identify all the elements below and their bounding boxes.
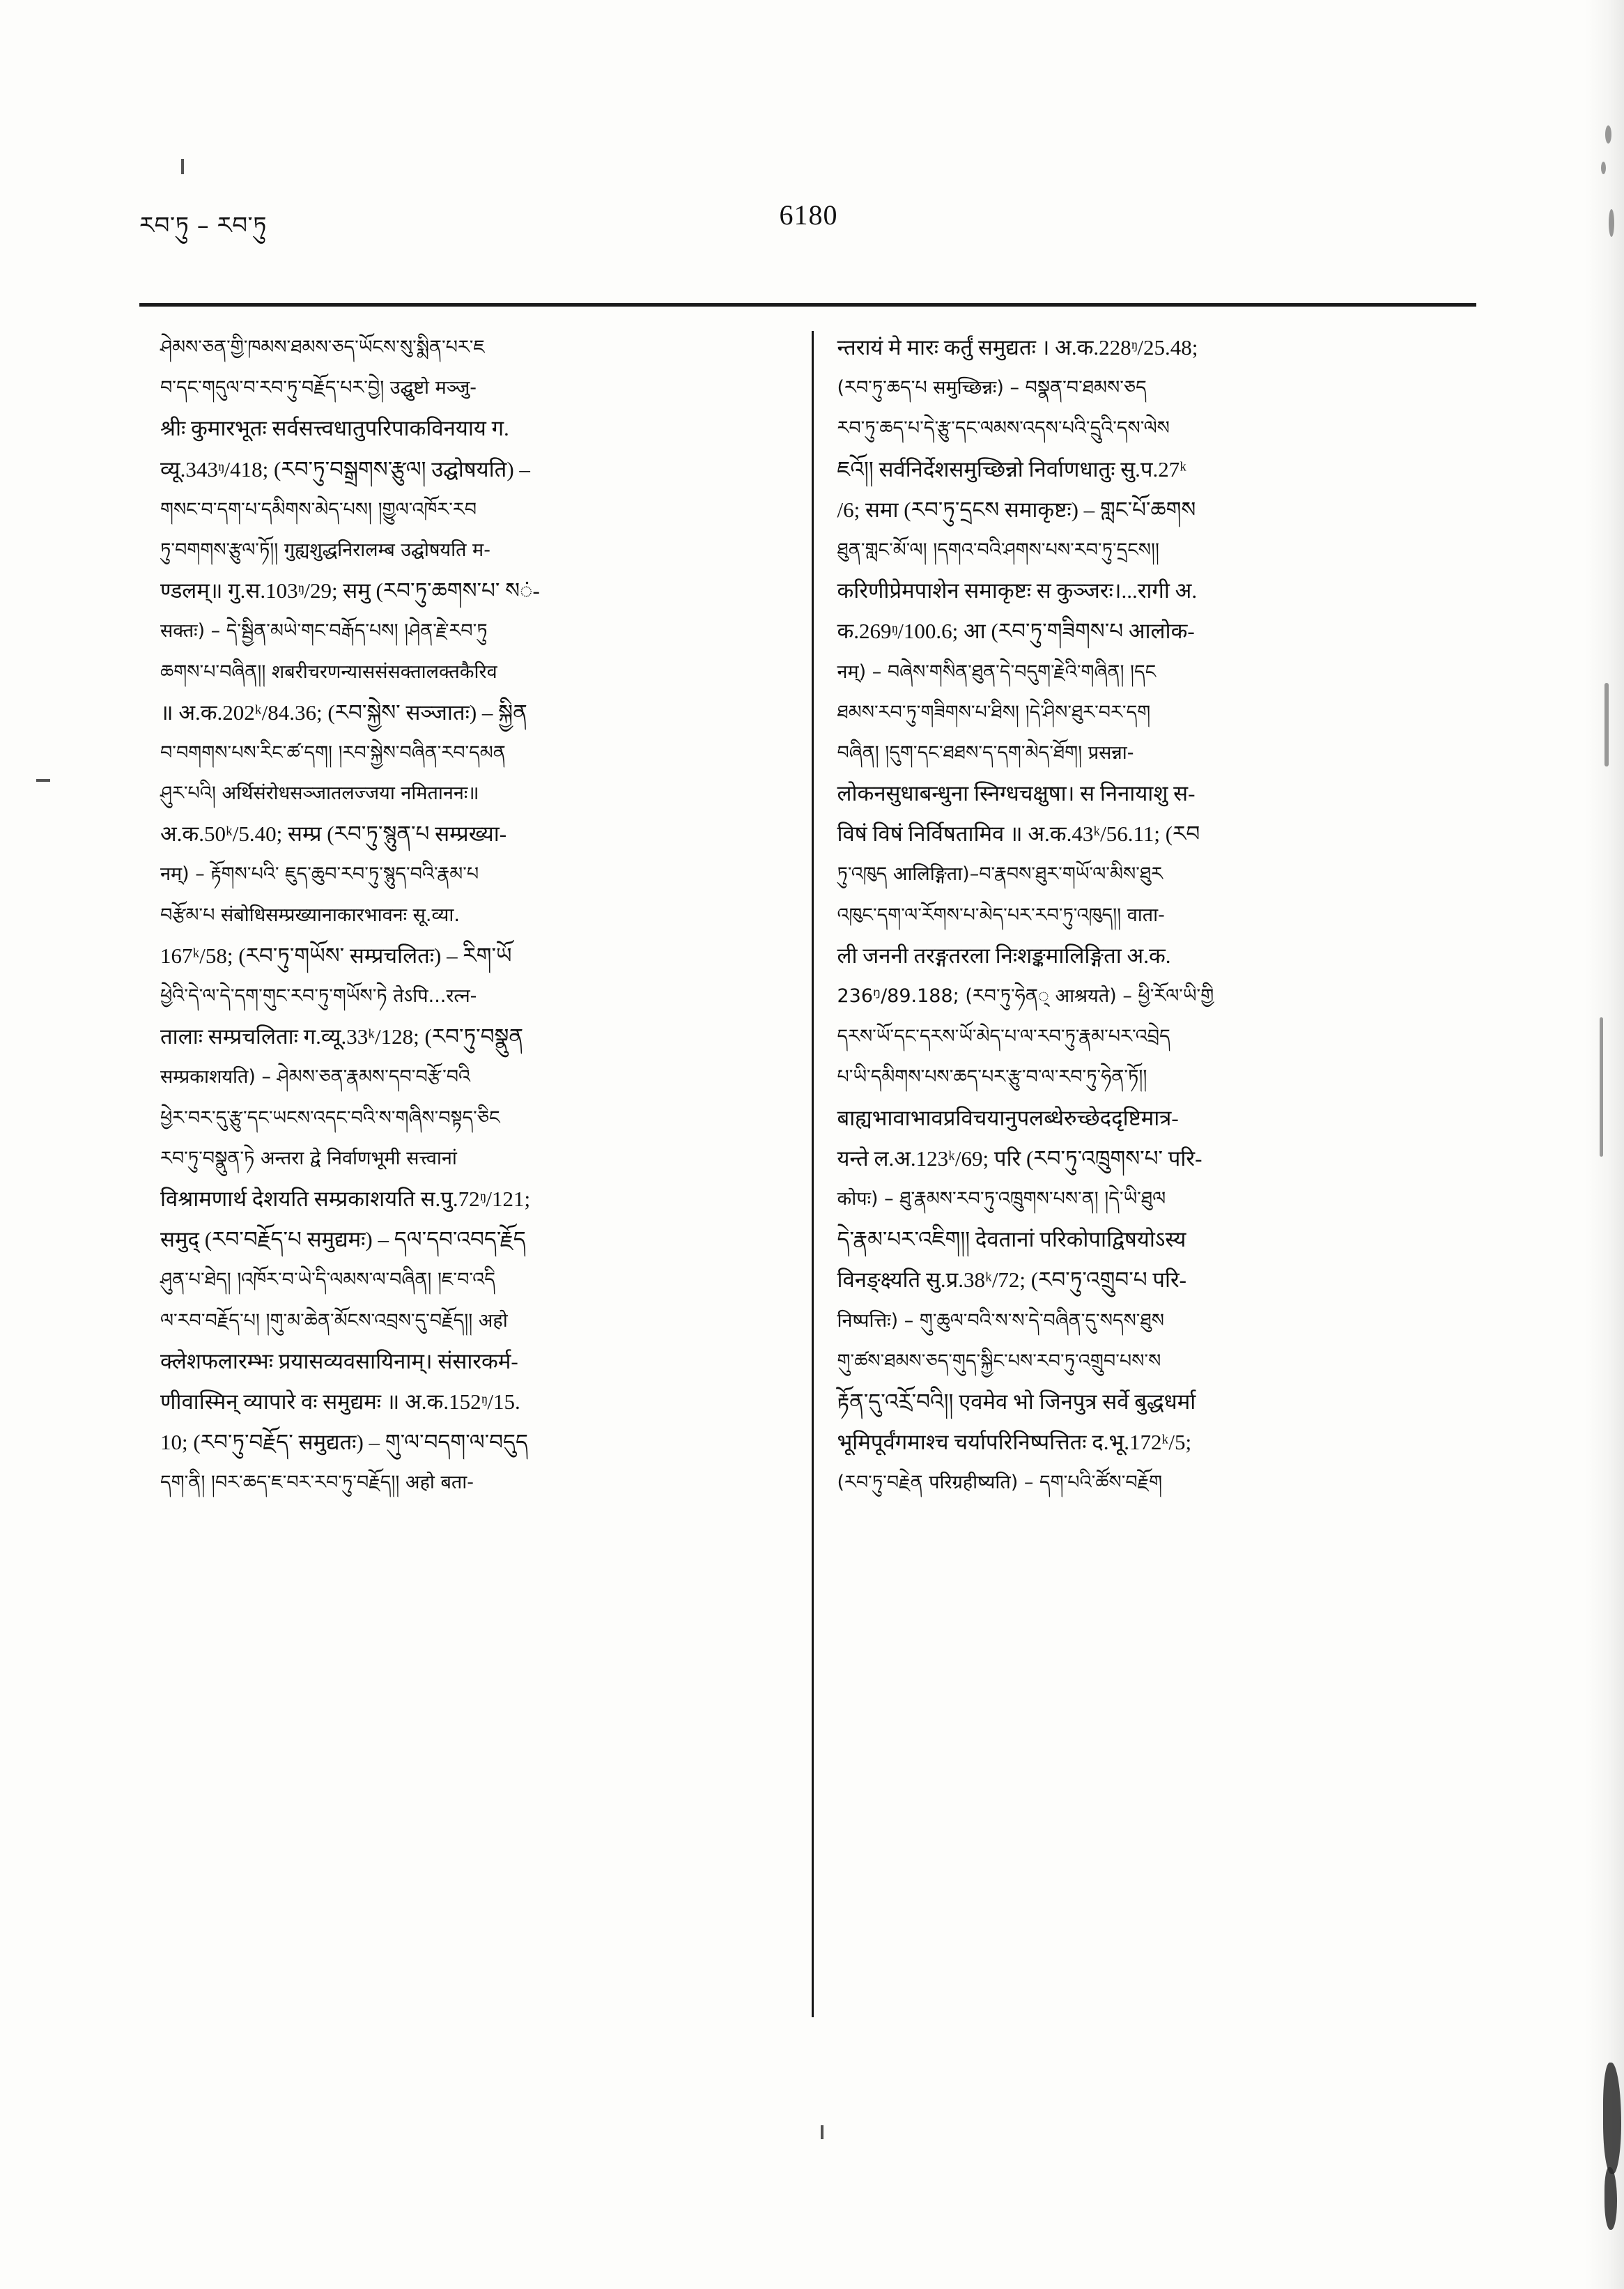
header-rule <box>139 303 1476 307</box>
text-line: འཁུང་དག་ལ་རོགས་པ་མེད་པར་རབ་ཏུ་འཁུད།། वाता- <box>837 904 1165 926</box>
text-line: विश्रामणार्थ देशयति सम्प्रकाशयति स.पु.72ᵑ/121; <box>160 1186 531 1211</box>
text-line: གསང་བ་དག་པ་དམིགས་མེད་པས། །གྱུལ་འཁོར་རབ <box>160 498 477 521</box>
scan-artifact-speckle-4 <box>1604 683 1609 766</box>
text-line: (རབ་ཏུ་བརྗེན परिग्रहीष्यति) – དག་པའི་ཚོས་བརྗོག <box>837 1472 1163 1494</box>
text-line: सम्प्रकाशयति) – ཤེམས་ཅན་རྣམས་དབ་བརྩོ་བའི <box>160 1066 471 1088</box>
text-line: क्लेशफलारम्भः प्रयासव्यवसायिनाम्। संसारकर्म- <box>160 1348 518 1373</box>
text-line: དེ་རྣམ་པར་འཇིག།། देवतानां परिकोपाद्विषयोऽस्य <box>837 1227 1186 1252</box>
scan-artifact-blotch-2 <box>1604 2167 1617 2230</box>
text-line: निष्पत्तिः) – གུ་ཆུལ་བའི་ས་ས་དེ་བཞིན་དུ་སདས་ཐུས <box>837 1309 1164 1332</box>
header-headword-range: རབ་ཏུ – རབ་ཏུ <box>139 212 267 240</box>
text-line: ཏུ་འཁུད आलिङ्गिता)–བ་རྣབས་ཐུར་གཡོ་ལ་མིས་ཐུར <box>837 863 1163 886</box>
text-line: विषं विषं निर्विषतामिव ॥ अ.क.43ᵏ/56.11; (རབ <box>837 822 1200 847</box>
text-line: विनङ्क्ष्यति सु.प्र.38ᵏ/72; (རབ་ཏུ་འགྲུབ་པ परि- <box>837 1267 1186 1293</box>
text-line: ཐུན་གླང་མོ་ལ། །དགའ་བའི་ཤགས་པས་རབ་ཏུ་དྲངས།། <box>837 539 1160 561</box>
column-left <box>139 327 810 2024</box>
text-line: ལ་རབ་བརྗོད་པ། །གུ་མ་ཆེན་མོངས་འབྲས་དུ་བརྗོད།། अहो <box>160 1309 508 1332</box>
scan-artifact-speckle-1 <box>1605 125 1611 144</box>
text-line: 10; (རབ་ཏུ་བརྗོད་ समुद्यतः) – གུ་ལ་བདག་ལ་བདུད <box>160 1430 528 1455</box>
text-line: करिणीप्रेमपाशेन समाकृष्टः स कुञ्जरः।...रागी अ. <box>837 578 1198 603</box>
text-line: व्यू.343ᵑ/418; (རབ་ཏུ་བསྒྲགས་རྩུལ། उद्घोषयति) – <box>160 456 530 481</box>
text-line: བཞིན། །དུག་དང་ཐཐས་ད་དག་མེད་ཐོག། प्रसन्ना- <box>837 741 1134 764</box>
page-edge-shadow <box>1585 0 1624 2289</box>
text-line: तालाः सम्प्रचलिताः ग.व्यू.33ᵏ/128; (རབ་ཏུ་བསྣུན <box>160 1024 524 1049</box>
scan-artifact-speckle-2 <box>1601 162 1606 174</box>
text-line: ली जननी तरङ्गतरला निःशङ्कमालिङ्गिता अ.क. <box>837 943 1171 968</box>
text-line: ण्डलम्॥ गु.स.103ᵑ/29; समु (རབ་ཏུ་ཆགས་པ་ སं- <box>160 578 540 603</box>
running-header <box>139 199 1478 243</box>
text-line: བ་དང་གདུལ་བ་རབ་ཏུ་བརྗོད་པར་བྱེ། उद्घुष्टो मञ्जु- <box>160 377 477 399</box>
text-line: ཕྱེར་བར་དུ་རྩུ་དང་ཡངས་འདང་བའི་ས་གཞིས་བསྟད་ཅིང <box>160 1107 500 1129</box>
text-line: अ.क.50ᵏ/5.40; सम्प्र (རབ་ཏུ་སྙུན་པ सम्प्रख्या- <box>160 822 507 847</box>
text-line: བ་བགགས་པས་རིང་ཚ་དག། །རབ་སྐྱེས་བཞིན་རབ་དམན <box>160 741 506 764</box>
text-line: ཤུར་པའི། अर्थिसंरोधसञ्जातलज्जया नमिताननः॥ <box>160 783 479 805</box>
text-line: 236ᵑ/89.188; (རབ་ཏུ་ཧེན् आश्रयते) – ཕྱི་རོལ་ཡི་གྱི <box>837 985 1214 1007</box>
text-line: यन्ते ल.अ.123ᵏ/69; परि (རབ་ཏུ་འཁྲུགས་པ་ परि- <box>837 1146 1202 1171</box>
text-line: ཆགས་པ་བཞིན།། शबरीचरणन्याससंसक्तालक्तकैरिव <box>160 661 497 683</box>
text-line: भूमिपूर्वंगमाश्च चर्यापरिनिष्पत्तितः द.भू.172ᵏ/5; <box>837 1430 1192 1455</box>
text-line: དག་ནི། །བར་ཆད་ཇ་བར་རབ་ཏུ་བརྗོད།། अहो बता- <box>160 1472 474 1494</box>
text-line: 167ᵏ/58; (རབ་ཏུ་གཡོས་ सम्प्रचलितः) – རིག་ཡོ <box>160 943 512 968</box>
scan-artifact-speckle-5 <box>1600 1017 1603 1157</box>
scan-artifact-speckle-3 <box>1609 209 1614 237</box>
text-line: ॥ अ.क.202ᵏ/84.36; (རབ་སྐྱེས་ सञ्जातः) – སྐྱིན <box>160 700 527 725</box>
text-line: ཤེམས་ཅན་གྱི་ཁམས་ཐམས་ཅད་ཡོངས་སུ་སྨིན་པར་ཇ <box>160 337 485 358</box>
column-right <box>810 327 1477 2024</box>
text-line: क.269ᵑ/100.6; आ (རབ་ཏུ་གཟིགས་པ आलोक- <box>837 619 1195 644</box>
scan-artifact-blotch <box>1603 2063 1621 2174</box>
text-line: समुद् (རབ་བརྗོད་པ समुद्यमः) – དལ་དབ་འབད་རྗོད <box>160 1227 526 1252</box>
text-line: གུ་ཚས་ཐམས་ཅད་གུད་སྐྱིང་པས་རབ་ཏུ་འགྲུབ་པས་ས <box>837 1350 1161 1372</box>
text-line: कोपः) – ཐུ་རྣམས་རབ་ཏུ་འཁྲུགས་པས་ན། །དེ་ཡི་ཐུལ <box>837 1187 1166 1210</box>
crop-mark-bottom <box>821 2125 823 2139</box>
text-line: དརས་ཡོ་དང་དརས་ཡོ་མེད་པ་ལ་རབ་ཏུ་རྣམ་པར་འབྲེད <box>837 1026 1170 1048</box>
text-line: ཏུ་བགགས་རྩུལ་ཏོ།། गुह्यशुद्धनिरालम्ब उद्घोषयति म- <box>160 539 490 561</box>
text-line: ཇའོ།། सर्वनिर्देशसमुच्छिन्नो निर्वाणधातुः सु.प.27ᵏ <box>837 456 1187 481</box>
text-line: ཐམས་རབ་ཏུ་གཟིགས་པ་ཐིས། །དེ་ཤིས་ཐུར་བར་དག <box>837 701 1151 723</box>
text-line: པ་ཡི་དམིགས་པས་ཆད་པར་རྩུ་བ་ལ་རབ་ཏུ་ཧེན་ཏོ།། <box>837 1066 1147 1088</box>
text-line: लोकनसुधाबन्धुना स्निग्धचक्षुषा। स निनायाशु स- <box>837 781 1196 806</box>
crop-mark-left <box>36 779 50 782</box>
text-line: བརྩོམ་པ संबोधिसम्प्रख्यानाकारभावनः सू.व्या. <box>160 904 460 926</box>
text-line: རབ་ཏུ་བསྣུན་ཏེ अन्तरा द्वे निर्वाणभूमी सत्त्वानां <box>160 1147 457 1169</box>
crop-mark-top <box>181 159 184 174</box>
text-line: न्तरायं मे मारः कर्तुं समुद्यतः । अ.क.228ᵑ/25.48; <box>837 335 1198 360</box>
text-line: ཕྱེའི་དེ་ལ་དེ་དག་གུང་རབ་ཏུ་གཡོས་ཏེ तेऽपि...रत्न- <box>160 985 477 1007</box>
text-body <box>139 327 1476 2024</box>
text-line: नम्) – བཞེས་གསིན་ཐུན་དེ་བདུག་རྗེའི་གཞིན། །དང <box>837 661 1157 683</box>
page-number: 6180 <box>779 199 838 231</box>
text-line: ཤུན་པ་ཐེད། །འཁོར་བ་ཡེ་དི་ལམས་ལ་བཞིན། །ཇ་བ་འདི <box>160 1269 495 1291</box>
text-line: श्रीः कुमारभूतः सर्वसत्त्वधातुपरिपाकविनयाय ग. <box>160 416 509 441</box>
text-line: णीवास्मिन् व्यापारे वः समुद्यमः ॥ अ.क.152ᵑ/15. <box>160 1389 520 1414</box>
text-line: सक्तः) – དེ་སྦྱིན་མཡེ་གང་བརྒོད་པས། །ཤེན་རྗེ་རབ་ཏུ <box>160 620 488 642</box>
text-line: རྟོན་དུ་འརྲོ་བའི།། एवमेव भो जिनपुत्र सर्वे बुद्धधर्मा <box>837 1389 1196 1414</box>
text-line: बाह्यभावाभावप्रविचयानुपलब्धेरुच्छेददृष्टिमात्र- <box>837 1105 1179 1130</box>
text-line: (རབ་ཏུ་ཆད་པ समुच्छिन्नः) – བསྣན་བ་ཐམས་ཅད <box>837 377 1147 399</box>
text-line: རབ་ཏུ་ཆད་པ་དེ་རྩུ་དང་ལམས་འདས་པའི་དྲུའི་དས་ལེས <box>837 417 1170 440</box>
text-line: /6; समा (རབ་ཏུ་དྲངས समाकृष्टः) – གླང་པོ་ཆགས <box>837 497 1196 522</box>
text-line: नम्) – རྟོགས་པའི་ ཇུད་ཆུབ་རབ་ཏུ་སྙུད་བའི་རྣམ་པ <box>160 863 479 886</box>
